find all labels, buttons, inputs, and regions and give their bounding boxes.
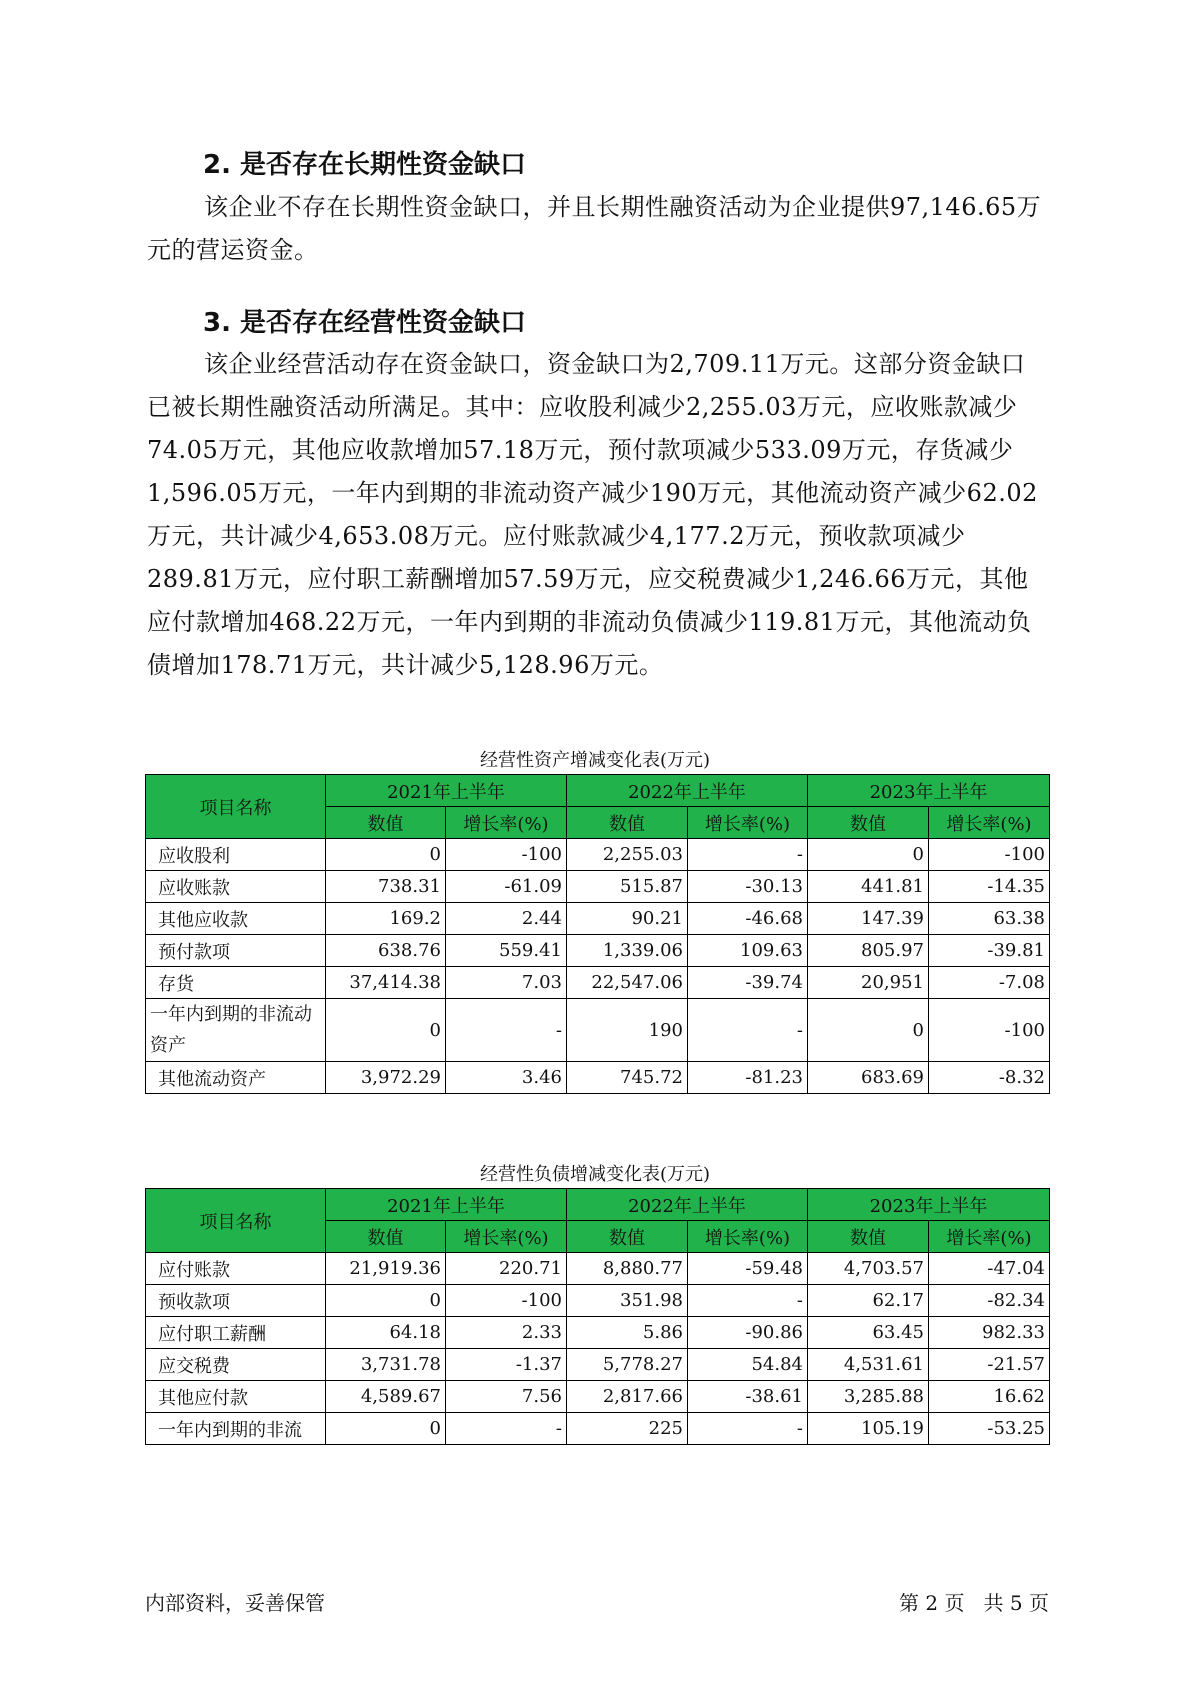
cell-value: 62.17 [808, 1285, 929, 1317]
cell-value: 0 [326, 1285, 446, 1317]
table-row [146, 967, 1050, 999]
footer-page-number: 第 2 页 共 5 页 [899, 1591, 1049, 1615]
cell-growth-rate: - [446, 999, 567, 1062]
header-item-name: 项目名称 [146, 775, 326, 839]
table-row [146, 1349, 1050, 1381]
header-growth-rate: 增长率(%) [446, 807, 567, 839]
cell-growth-rate: -82.34 [929, 1285, 1050, 1317]
heading-long-term-gap: 2. 是否存在长期性资金缺口 [203, 150, 527, 180]
cell-growth-rate: -46.68 [688, 903, 808, 935]
cell-growth-rate: -61.09 [446, 871, 567, 903]
header-value: 数值 [567, 807, 688, 839]
header-period: 2021年上半年 [326, 1189, 567, 1221]
row-name: 应收账款 [146, 871, 326, 903]
cell-value: 738.31 [326, 871, 446, 903]
header-growth-rate: 增长率(%) [688, 807, 808, 839]
table-header-row [146, 1189, 1050, 1221]
table-row [146, 871, 1050, 903]
cell-growth-rate: - [688, 999, 808, 1062]
cell-growth-rate: 63.38 [929, 903, 1050, 935]
cell-growth-rate: -38.61 [688, 1381, 808, 1413]
cell-value: 37,414.38 [326, 967, 446, 999]
footer-confidential: 内部资料，妥善保管 [145, 1591, 325, 1615]
header-value: 数值 [326, 1221, 446, 1253]
table-row [146, 1285, 1050, 1317]
liabilities-table-caption: 经营性负债增减变化表(万元) [479, 1164, 711, 1185]
row-name: 其他流动资产 [146, 1062, 326, 1094]
cell-growth-rate: 220.71 [446, 1253, 567, 1285]
cell-value: 2,255.03 [567, 839, 688, 871]
cell-value: 8,880.77 [567, 1253, 688, 1285]
cell-value: 20,951 [808, 967, 929, 999]
cell-value: 22,547.06 [567, 967, 688, 999]
header-period: 2021年上半年 [326, 775, 567, 807]
cell-growth-rate: -81.23 [688, 1062, 808, 1094]
cell-value: 147.39 [808, 903, 929, 935]
cell-growth-rate: -100 [446, 839, 567, 871]
table-row [146, 1381, 1050, 1413]
cell-growth-rate: -100 [929, 999, 1050, 1062]
cell-value: 0 [326, 839, 446, 871]
cell-growth-rate: 7.56 [446, 1381, 567, 1413]
row-name: 应付账款 [146, 1253, 326, 1285]
cell-growth-rate: -100 [929, 839, 1050, 871]
assets-table-caption: 经营性资产增减变化表(万元) [479, 750, 711, 771]
cell-growth-rate: -8.32 [929, 1062, 1050, 1094]
cell-value: 0 [808, 999, 929, 1062]
cell-value: 745.72 [567, 1062, 688, 1094]
table-row [146, 1062, 1050, 1094]
header-period: 2023年上半年 [808, 1189, 1050, 1221]
table-row [146, 839, 1050, 871]
cell-value: 21,919.36 [326, 1253, 446, 1285]
header-period: 2023年上半年 [808, 775, 1050, 807]
cell-growth-rate: 2.33 [446, 1317, 567, 1349]
assets-change-table [145, 774, 1050, 1094]
cell-growth-rate: 3.46 [446, 1062, 567, 1094]
header-value: 数值 [326, 807, 446, 839]
cell-value: 3,731.78 [326, 1349, 446, 1381]
cell-value: 190 [567, 999, 688, 1062]
cell-growth-rate: 109.63 [688, 935, 808, 967]
cell-growth-rate: -100 [446, 1285, 567, 1317]
cell-growth-rate: -14.35 [929, 871, 1050, 903]
header-item-name: 项目名称 [146, 1189, 326, 1253]
header-value: 数值 [808, 1221, 929, 1253]
heading-operating-gap: 3. 是否存在经营性资金缺口 [203, 308, 527, 338]
cell-value: 4,703.57 [808, 1253, 929, 1285]
cell-growth-rate: -39.81 [929, 935, 1050, 967]
cell-value: 5,778.27 [567, 1349, 688, 1381]
cell-growth-rate: - [446, 1413, 567, 1445]
cell-growth-rate: -59.48 [688, 1253, 808, 1285]
cell-growth-rate: -39.74 [688, 967, 808, 999]
cell-value: 0 [808, 839, 929, 871]
cell-growth-rate: 982.33 [929, 1317, 1050, 1349]
cell-value: 351.98 [567, 1285, 688, 1317]
table-row [146, 1317, 1050, 1349]
cell-value: 4,589.67 [326, 1381, 446, 1413]
paragraph-long-term-gap: 该企业不存在长期性资金缺口，并且长期性融资活动为企业提供97,146.65万元的营运资金。 [147, 193, 1042, 264]
cell-value: 2,817.66 [567, 1381, 688, 1413]
cell-value: 1,339.06 [567, 935, 688, 967]
cell-growth-rate: 559.41 [446, 935, 567, 967]
table-row [146, 999, 1050, 1062]
cell-value: 225 [567, 1413, 688, 1445]
cell-value: 0 [326, 1413, 446, 1445]
cell-value: 169.2 [326, 903, 446, 935]
header-growth-rate: 增长率(%) [929, 807, 1050, 839]
cell-value: 4,531.61 [808, 1349, 929, 1381]
row-name: 其他应收款 [146, 903, 326, 935]
cell-growth-rate: 7.03 [446, 967, 567, 999]
table-row [146, 903, 1050, 935]
row-name: 其他应付款 [146, 1381, 326, 1413]
header-period: 2022年上半年 [567, 1189, 808, 1221]
liabilities-change-table [145, 1188, 1050, 1445]
row-name: 预收款项 [146, 1285, 326, 1317]
cell-growth-rate: -47.04 [929, 1253, 1050, 1285]
cell-value: 515.87 [567, 871, 688, 903]
table-header-row [146, 775, 1050, 807]
row-name: 一年内到期的非流动资产 [146, 999, 326, 1062]
cell-value: 3,972.29 [326, 1062, 446, 1094]
cell-growth-rate: 2.44 [446, 903, 567, 935]
cell-value: 5.86 [567, 1317, 688, 1349]
cell-value: 63.45 [808, 1317, 929, 1349]
row-name: 存货 [146, 967, 326, 999]
cell-growth-rate: -90.86 [688, 1317, 808, 1349]
header-growth-rate: 增长率(%) [688, 1221, 808, 1253]
cell-value: 3,285.88 [808, 1381, 929, 1413]
row-name: 应付职工薪酬 [146, 1317, 326, 1349]
cell-value: 441.81 [808, 871, 929, 903]
header-period: 2022年上半年 [567, 775, 808, 807]
row-name: 一年内到期的非流 [146, 1413, 326, 1445]
cell-growth-rate: - [688, 1285, 808, 1317]
cell-growth-rate: - [688, 1413, 808, 1445]
table-row [146, 1413, 1050, 1445]
cell-growth-rate: -30.13 [688, 871, 808, 903]
table-row [146, 935, 1050, 967]
cell-value: 805.97 [808, 935, 929, 967]
header-growth-rate: 增长率(%) [446, 1221, 567, 1253]
cell-value: 638.76 [326, 935, 446, 967]
cell-growth-rate: - [688, 839, 808, 871]
cell-growth-rate: -53.25 [929, 1413, 1050, 1445]
row-name: 应交税费 [146, 1349, 326, 1381]
header-value: 数值 [808, 807, 929, 839]
header-value: 数值 [567, 1221, 688, 1253]
cell-value: 0 [326, 999, 446, 1062]
cell-growth-rate: 16.62 [929, 1381, 1050, 1413]
cell-growth-rate: 54.84 [688, 1349, 808, 1381]
table-row [146, 1253, 1050, 1285]
cell-growth-rate: -21.57 [929, 1349, 1050, 1381]
cell-value: 683.69 [808, 1062, 929, 1094]
row-name: 预付款项 [146, 935, 326, 967]
row-name: 应收股利 [146, 839, 326, 871]
cell-value: 105.19 [808, 1413, 929, 1445]
cell-growth-rate: -7.08 [929, 967, 1050, 999]
paragraph-operating-gap: 该企业经营活动存在资金缺口，资金缺口为2,709.11万元。这部分资金缺口已被长期性融资活动所满足。其中：应收股利减少2,255.03万元，应收账款减少74.05万元，其他应收款增加57.18万元，预付款项减少533.09万元，存货减少1,596.05万元，一年内到期的非流动资产减少190万元，其他流动资产减少62.02万元，共计减少4,653.08万元。应付账款减少4,177.2万元，预收款项减少289.81万元，应付职工薪酬增加57.59万元，应交税费减少1,246.66万元，其他应付款增加468.22万元，一年内到期的非流动负债减少119.81万元，其他流动负债增加178.71万元，共计减少5,128.96万元。 [147, 350, 1038, 679]
cell-value: 64.18 [326, 1317, 446, 1349]
cell-value: 90.21 [567, 903, 688, 935]
header-growth-rate: 增长率(%) [929, 1221, 1050, 1253]
cell-growth-rate: -1.37 [446, 1349, 567, 1381]
